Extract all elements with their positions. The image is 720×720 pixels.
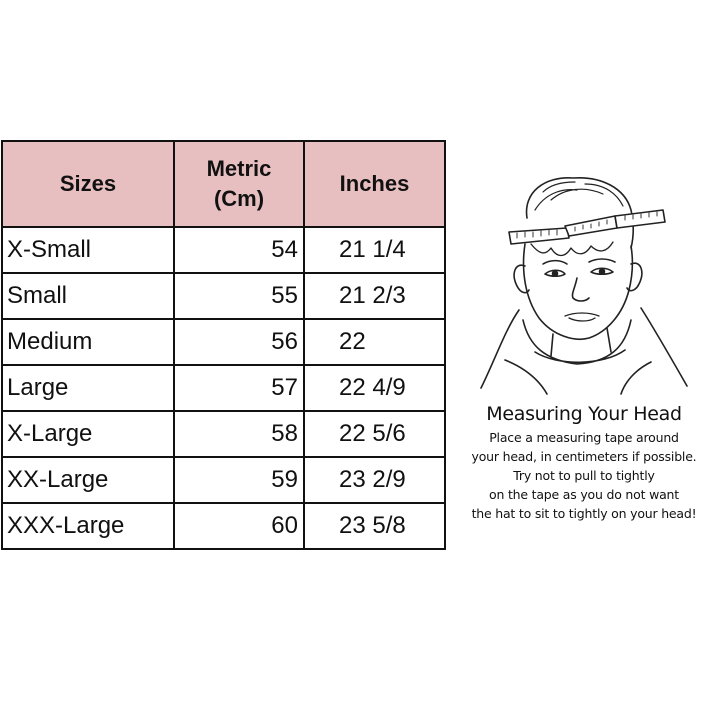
inches-cell: 21 2/3: [304, 273, 445, 319]
eyebrows: [543, 259, 615, 264]
inches-cell: 23 5/8: [304, 503, 445, 549]
inches-cell: 22 5/6: [304, 411, 445, 457]
inches-cell: 22: [304, 319, 445, 365]
metric-cell: 58: [174, 411, 304, 457]
table-row: [2, 503, 445, 549]
guide-line: the hat to sit to tightly on your head!: [471, 506, 697, 521]
metric-cell: 57: [174, 365, 304, 411]
inches-cell: 23 2/9: [304, 457, 445, 503]
metric-cell: 59: [174, 457, 304, 503]
metric-cell: 60: [174, 503, 304, 549]
fringe: [531, 242, 613, 256]
measuring-tape-icon: [509, 210, 665, 244]
guide-line: Place a measuring tape around: [489, 430, 679, 445]
guide-title: Measuring Your Head: [486, 403, 682, 425]
guide-line: Try not to pull to tightly: [513, 468, 655, 483]
hair-strands: [535, 182, 623, 210]
header-metric-line1: Metric: [206, 156, 272, 181]
metric-cell: 54: [174, 227, 304, 273]
pupil-left: [553, 271, 558, 276]
size-cell: Medium: [2, 319, 174, 365]
size-cell: Small: [2, 273, 174, 319]
table-row: [2, 273, 445, 319]
table-row: [2, 365, 445, 411]
size-cell: X-Large: [2, 411, 174, 457]
inches-cell: 21 1/4: [304, 227, 445, 273]
header-sizes: Sizes: [2, 141, 174, 227]
header-metric-line2: (Cm): [213, 186, 265, 211]
table-row: [2, 227, 445, 273]
face-outline: [524, 244, 633, 339]
table-row: [2, 319, 445, 365]
metric-cell: 55: [174, 273, 304, 319]
header-inches: Inches: [304, 141, 445, 227]
head-measuring-illustration: [465, 170, 705, 395]
size-cell: XXX-Large: [2, 503, 174, 549]
header-metric: [174, 141, 304, 227]
nose: [572, 278, 589, 301]
size-cell: Large: [2, 365, 174, 411]
table-row: [2, 411, 445, 457]
size-chart-table: [1, 140, 446, 550]
mouth: [565, 313, 599, 321]
table-row: [2, 457, 445, 503]
pupil-right: [600, 269, 605, 274]
size-cell: X-Small: [2, 227, 174, 273]
inches-cell: 22 4/9: [304, 365, 445, 411]
metric-cell: 56: [174, 319, 304, 365]
table-header-row: [2, 141, 445, 227]
measuring-guide: [455, 403, 713, 523]
guide-line: your head, in centimeters if possible.: [471, 449, 697, 464]
size-cell: XX-Large: [2, 457, 174, 503]
guide-line: on the tape as you do not want: [489, 487, 679, 502]
